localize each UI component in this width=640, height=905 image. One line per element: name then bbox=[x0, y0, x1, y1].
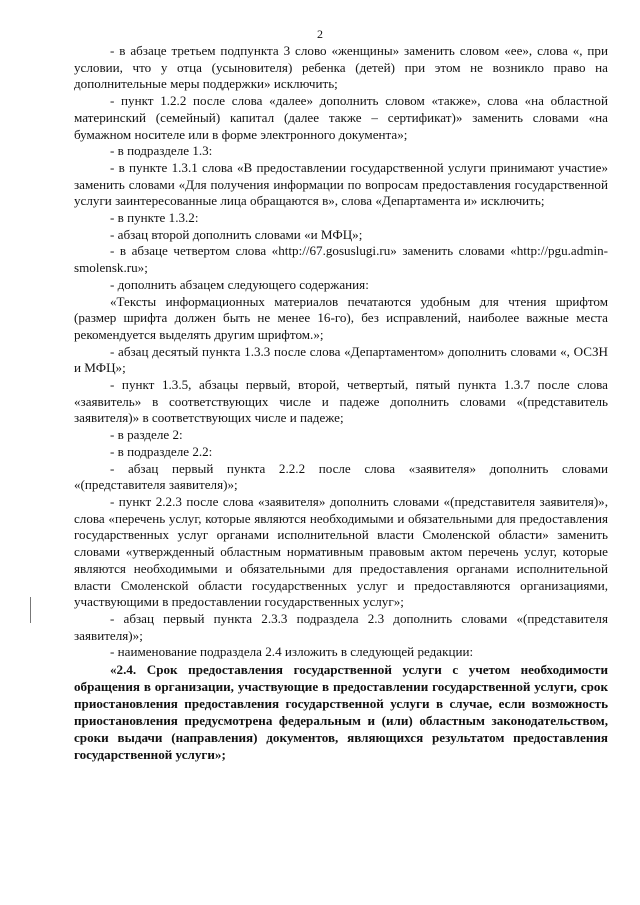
paragraph: - в подразделе 1.3: bbox=[110, 143, 213, 159]
paragraph: - в абзаце четвертом слова «http://67.gosuslugi.ru» заменить словами «http://pgu.admin-smolensk.ru»; bbox=[74, 243, 608, 276]
paragraph: - в абзаце третьем подпункта 3 слово «женщины» заменить словом «ее», слова «, при условии, что у отца (усыновителя) ребенка (детей) при этом не возникло право на дополнительные меры поддержки» исключить; bbox=[74, 43, 608, 92]
paragraph: - абзац первый пункта 2.3.3 подраздела 2.3 дополнить словами «(представителя заявителя)»; bbox=[74, 610, 608, 643]
margin-mark bbox=[30, 597, 31, 623]
paragraph: - наименование подраздела 2.4 изложить в следующей редакции: bbox=[110, 644, 474, 660]
paragraph: - пункт 1.2.2 после слова «далее» дополнить словом «также», слова «на областной материнский (семейный) капитал (далее также – сертификат)» заменить словами «на бумажном носителе или в форме электронного документа»; bbox=[74, 93, 608, 142]
paragraph: - в разделе 2: bbox=[110, 427, 183, 443]
page-number: 2 bbox=[317, 27, 323, 41]
paragraph: - абзац десятый пункта 1.3.3 после слова «Департаментом» дополнить словами «, ОСЗН и МФЦ»; bbox=[74, 343, 608, 376]
quoted-paragraph: «Тексты информационных материалов печатаются удобным для чтения шрифтом (размер шрифта должен быть не менее 16-го), без исправлений, наиболее важные места рекомендуется выделять другим шрифтом.»; bbox=[74, 293, 608, 342]
document-body bbox=[74, 43, 608, 763]
paragraph: - в пункте 1.3.2: bbox=[110, 210, 199, 226]
paragraph: - абзац первый пункта 2.2.2 после слова «заявителя» дополнить словами «(представителя заявителя)»; bbox=[74, 460, 608, 493]
paragraph: - дополнить абзацем следующего содержания: bbox=[110, 276, 369, 292]
section-heading: «2.4. Срок предоставления государственной услуги с учетом необходимости обращения в организации, участвующие в предоставлении государственной услуги, срок приостановления предоставления государственной услуги в случае, если возможность приостановления предусмотрена федеральным и (или) областным законодательством, сроки выдачи (направления) документов, являющихся результатом предоставления государственной услуги»; bbox=[74, 662, 608, 763]
paragraph: - пункт 1.3.5, абзацы первый, второй, четвертый, пятый пункта 1.3.7 после слова «заявитель» в соответствующих числе и падеже дополнить словами «(представитель заявителя)» в соответствующих числе и падеже; bbox=[74, 377, 608, 426]
paragraph: - абзац второй дополнить словами «и МФЦ»; bbox=[110, 226, 363, 242]
paragraph: - пункт 2.2.3 после слова «заявителя» дополнить словами «(представителя заявителя)», слова «перечень услуг, которые являются необходимыми и обязательными для предоставления государственных услуг органами исполнительной власти Смоленской области» заменить словами «утвержденный областным нормативным правовым актом перечень услуг, которые являются необходимыми и обязательными для предоставления органами исполнительной власти Смоленской области государственных услуг и предоставляются организациями, участвующими в предоставлении государственных услуг»; bbox=[74, 493, 608, 610]
paragraph: - в пункте 1.3.1 слова «В предоставлении государственной услуги принимают участие» заменить словами «Для получения информации по вопросам предоставления государственной услуги заинтересованные лица обращаются в», слова «Департамента и» исключить; bbox=[74, 159, 608, 209]
paragraph: - в подразделе 2.2: bbox=[110, 443, 213, 459]
